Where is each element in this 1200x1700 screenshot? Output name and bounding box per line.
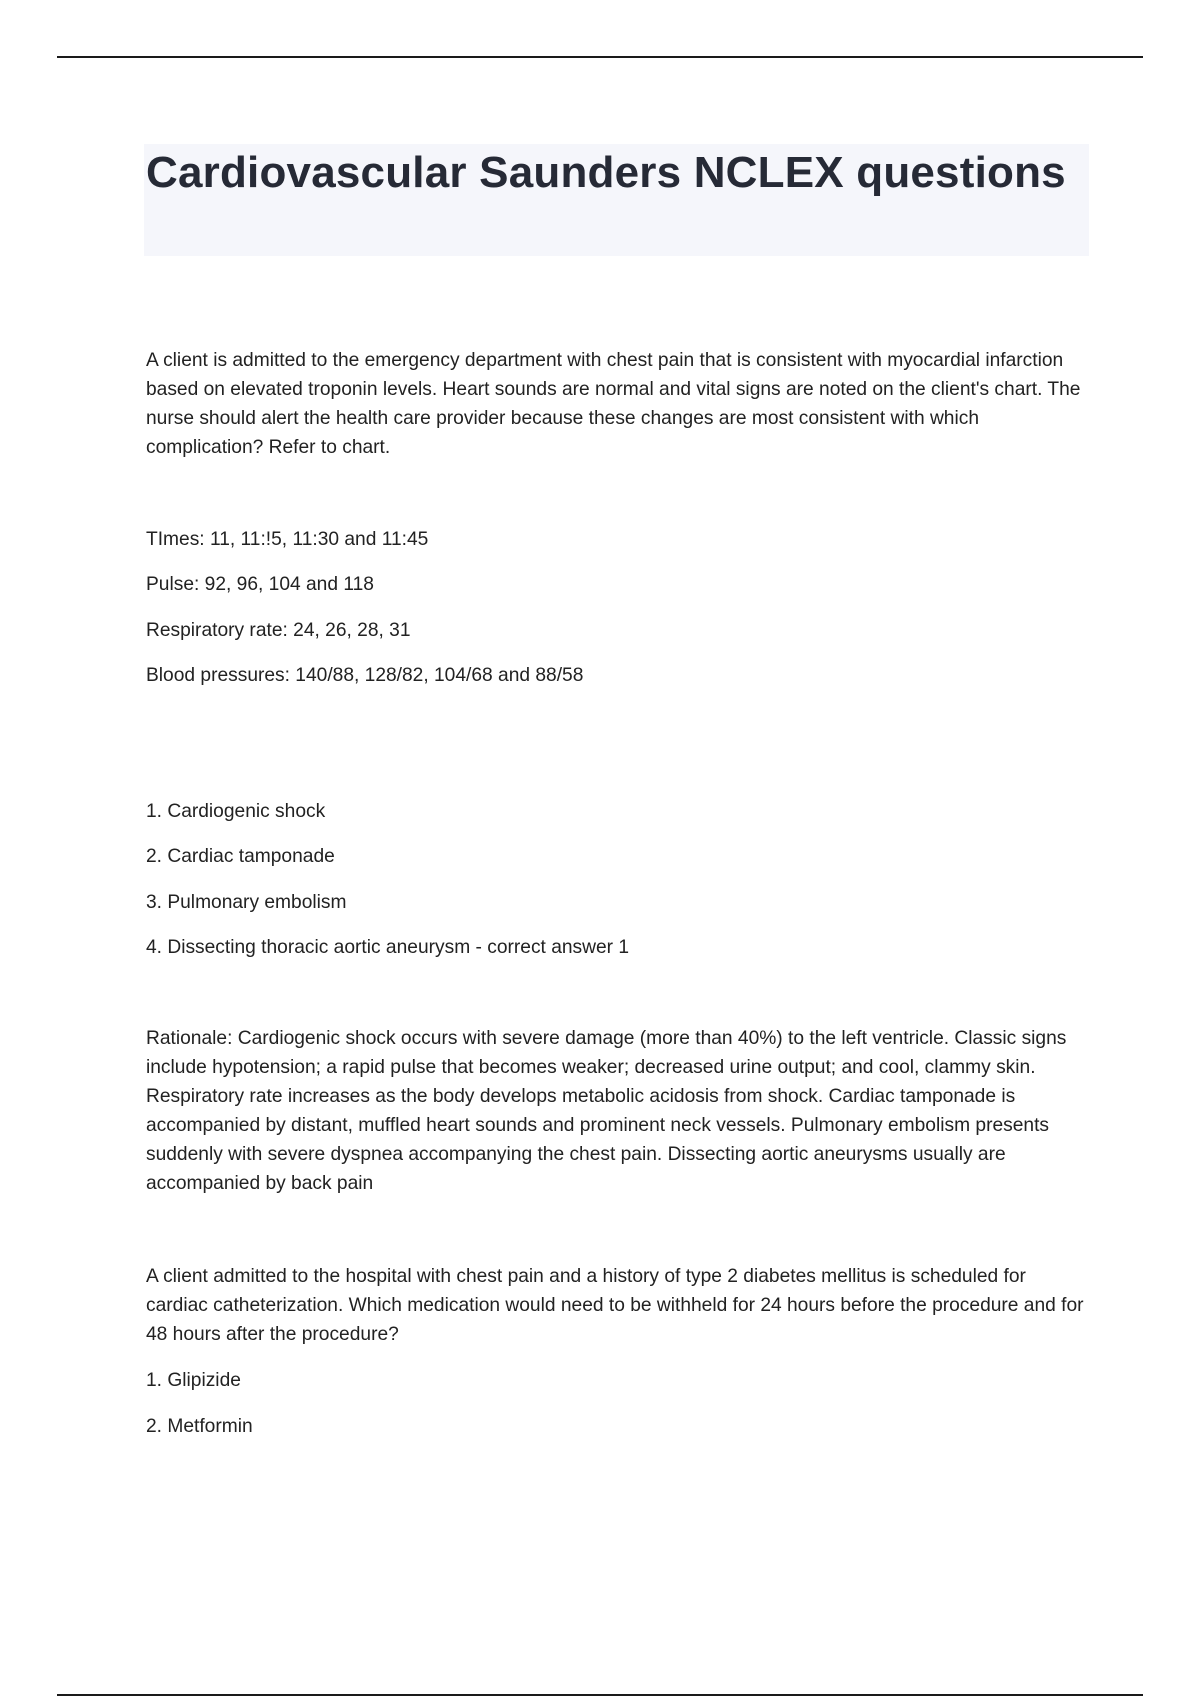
question-2-stem-block <box>146 1262 1091 1349</box>
chart-respiratory-rate: Respiratory rate: 24, 26, 28, 31 <box>146 620 411 641</box>
question-1-option: 3. Pulmonary embolism <box>146 892 347 913</box>
question-1-stem-block <box>146 346 1091 462</box>
question-2-option: 1. Glipizide <box>146 1370 241 1391</box>
chart-blood-pressures: Blood pressures: 140/88, 128/82, 104/68 and 88/58 <box>146 665 584 686</box>
top-rule <box>57 56 1143 58</box>
question-1-option: 1. Cardiogenic shock <box>146 801 326 822</box>
question-2-option: 2. Metformin <box>146 1416 253 1437</box>
question-1-option: 2. Cardiac tamponade <box>146 846 335 867</box>
question-1-rationale: Rationale: Cardiogenic shock occurs with severe damage (more than 40%) to the left ventricle. Classic signs include hypotension; a rapid pulse that becomes weaker; decreased urine output; and cool, clammy skin. Respiratory rate increases as the body develops metabolic acidosis from shock. Cardiac tamponade is accompanied by distant, muffled heart sounds and prominent neck vessels. Pulmonary embolism presents suddenly with severe dyspnea accompanying the chest pain. Dissecting aortic aneurysms usually are accompanied by back pain <box>146 1028 1067 1194</box>
question-1-stem: A client is admitted to the emergency department with chest pain that is consistent with myocardial infarction based on elevated troponin levels. Heart sounds are normal and vital signs are noted on the client's chart. The nurse should alert the health care provider because these changes are most consistent with which complication? Refer to chart. <box>146 350 1081 458</box>
rationale-block <box>146 1024 1091 1198</box>
chart-times: TImes: 11, 11:!5, 11:30 and 11:45 <box>146 529 429 550</box>
chart-pulse: Pulse: 92, 96, 104 and 118 <box>146 574 374 595</box>
bottom-rule <box>57 1694 1143 1696</box>
question-1-option-with-answer: 4. Dissecting thoracic aortic aneurysm - correct answer 1 <box>146 937 630 958</box>
question-2-stem: A client admitted to the hospital with chest pain and a history of type 2 diabetes mellitus is scheduled for cardiac catheterization. Which medication would need to be withheld for 24 hours before the procedure and for 48 hours after the procedure? <box>146 1266 1084 1345</box>
page-title: Cardiovascular Saunders NCLEX questions <box>146 148 1066 197</box>
